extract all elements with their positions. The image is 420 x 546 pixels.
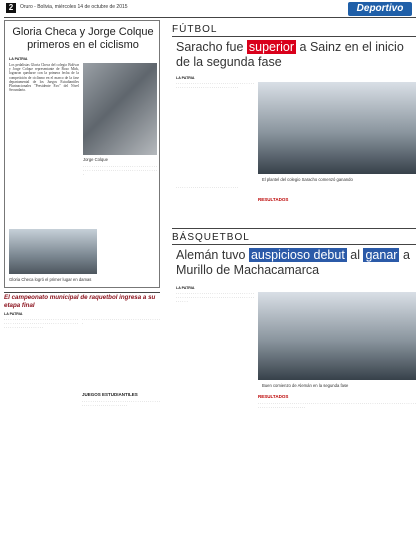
logo-text: Deportivo [356,3,404,14]
cycling-body-text: Los pedalistas Gloria Checa del colegio Bolívar y Jorge Colque representante de Boso Mirk, lograron quedarse con la primera fecha de la competición de ciclismo en el marco de la fase departamental de los Juegos Estudiantiles Plurinacionales "Presidente Evo" del Nivel Secundario. [9,63,79,93]
basquet-title-highlight-2: ganar [365,248,398,262]
cycling-photo-2 [9,229,97,274]
raquet-rule [4,292,160,293]
futbol-body-col1: · · · · · · · · · · · · · · · · · · · · · · · · · · · · · · · · · · · · · · · · · · · · · · · · · · · · · · · · · · · · · · · · · · · [176,82,254,91]
basquet-title-pre: Alemán tuvo [176,248,249,262]
cycling-body-col2: · · · · · · · · · · · · · · · · · · · · · · · · · · · · · · · · · · · · · · · · · · · · · · · · · · · · · · · · · · · · · · · · · · · · · · · [83,165,157,178]
raquet-body-col3: · · · · · · · · · · · · · · · · · · · · · · · · · · · · · · · · · · · · · · · · · · · · · · · · · · · · · · · · · · · [82,400,160,409]
raquet-body-col2: · · · · · · · · · · · · · · · · · · · · · · · · · · · · · · · · · · · · · · [82,318,160,327]
cycling-caption-2: Gloria Checa logró el primer lugar en damas [9,277,92,282]
futbol-title [176,40,416,70]
futbol-team-photo [258,82,416,174]
raquet-body-col1: · · · · · · · · · · · · · · · · · · · · · · · · · · · · · · · · · · · · · · · · · · · · · · · · · · · · · · · · · · · · · · · · · · · · · · · · · · · · · · · · · · · · · · · · · [4,318,78,331]
basquet-title-mid: al [346,248,364,262]
raquet-subhead: JUEGOS ESTUDIANTILES [82,392,138,397]
futbol-title-pre: Saracho fue [176,40,247,54]
futbol-byline: LA PATRIA [176,76,195,80]
futbol-results-label: RESULTADOS [258,197,289,202]
raquet-byline: LA PATRIA [4,312,23,316]
date-line: Oruro - Bolivia, miércoles 14 de octubre de 2015 [20,4,128,10]
basquet-section-label: BÁSQUETBOL [172,232,250,243]
supplement-logo [348,2,412,16]
cycling-byline: LA PATRIA [9,57,28,61]
basquet-body-col1: · · · · · · · · · · · · · · · · · · · · · · · · · · · · · · · · · · · · · · · · · · · · · · · · · · · · · · · · · · · · · · · · · · · · · · · · · · · · · · · · [176,292,254,305]
raquet-title: El campeonato municipal de raquetbol ingresa a su etapa final [4,294,156,309]
header-rule [4,17,416,18]
basquet-caption: Buen comienzo de Alemán en la segunda fase [262,383,349,388]
basquet-title-post: a Murillo de Machacamarca [176,248,410,277]
basquet-byline: LA PATRIA [176,286,195,290]
cycling-body-col1 [9,63,79,225]
futbol-title-post: a Sainz en el inicio de la segunda fase [176,40,404,69]
futbol-rule [172,36,416,37]
futbol-body-col2: · · · · · · · · · · · · · · · · · · · · · · · · · · · · · · [176,186,238,190]
basquet-results-label: RESULTADOS [258,394,289,399]
basquet-title-highlight: auspicioso debut [250,248,345,262]
page-number: 2 [6,3,16,13]
futbol-caption: El plantel del colegio Saracho comenzó ganando [262,177,353,182]
futbol-bottom-rule [172,228,416,229]
basquet-rule [172,244,416,245]
basquet-title [176,248,416,278]
basquet-body-col2: · · · · · · · · · · · · · · · · · · · · · · · · · · · · · · · · · · · · · · · · · · · · · · · · · · · · · · · · · · · · · · · · · · · · · · · · · · · · · · · · · · · · · · · · · · · · · · · · · · [258,402,416,411]
cycling-caption-1: Jorge Colque [83,157,108,162]
futbol-title-highlight: superior [248,40,295,54]
futbol-section-label: FÚTBOL [172,24,218,35]
cycling-title: Gloria Checa y Jorge Colque primeros en el ciclismo [12,26,154,51]
cycling-photo-1 [83,63,157,155]
basquet-team-photo [258,292,416,380]
cycling-story [4,20,160,288]
